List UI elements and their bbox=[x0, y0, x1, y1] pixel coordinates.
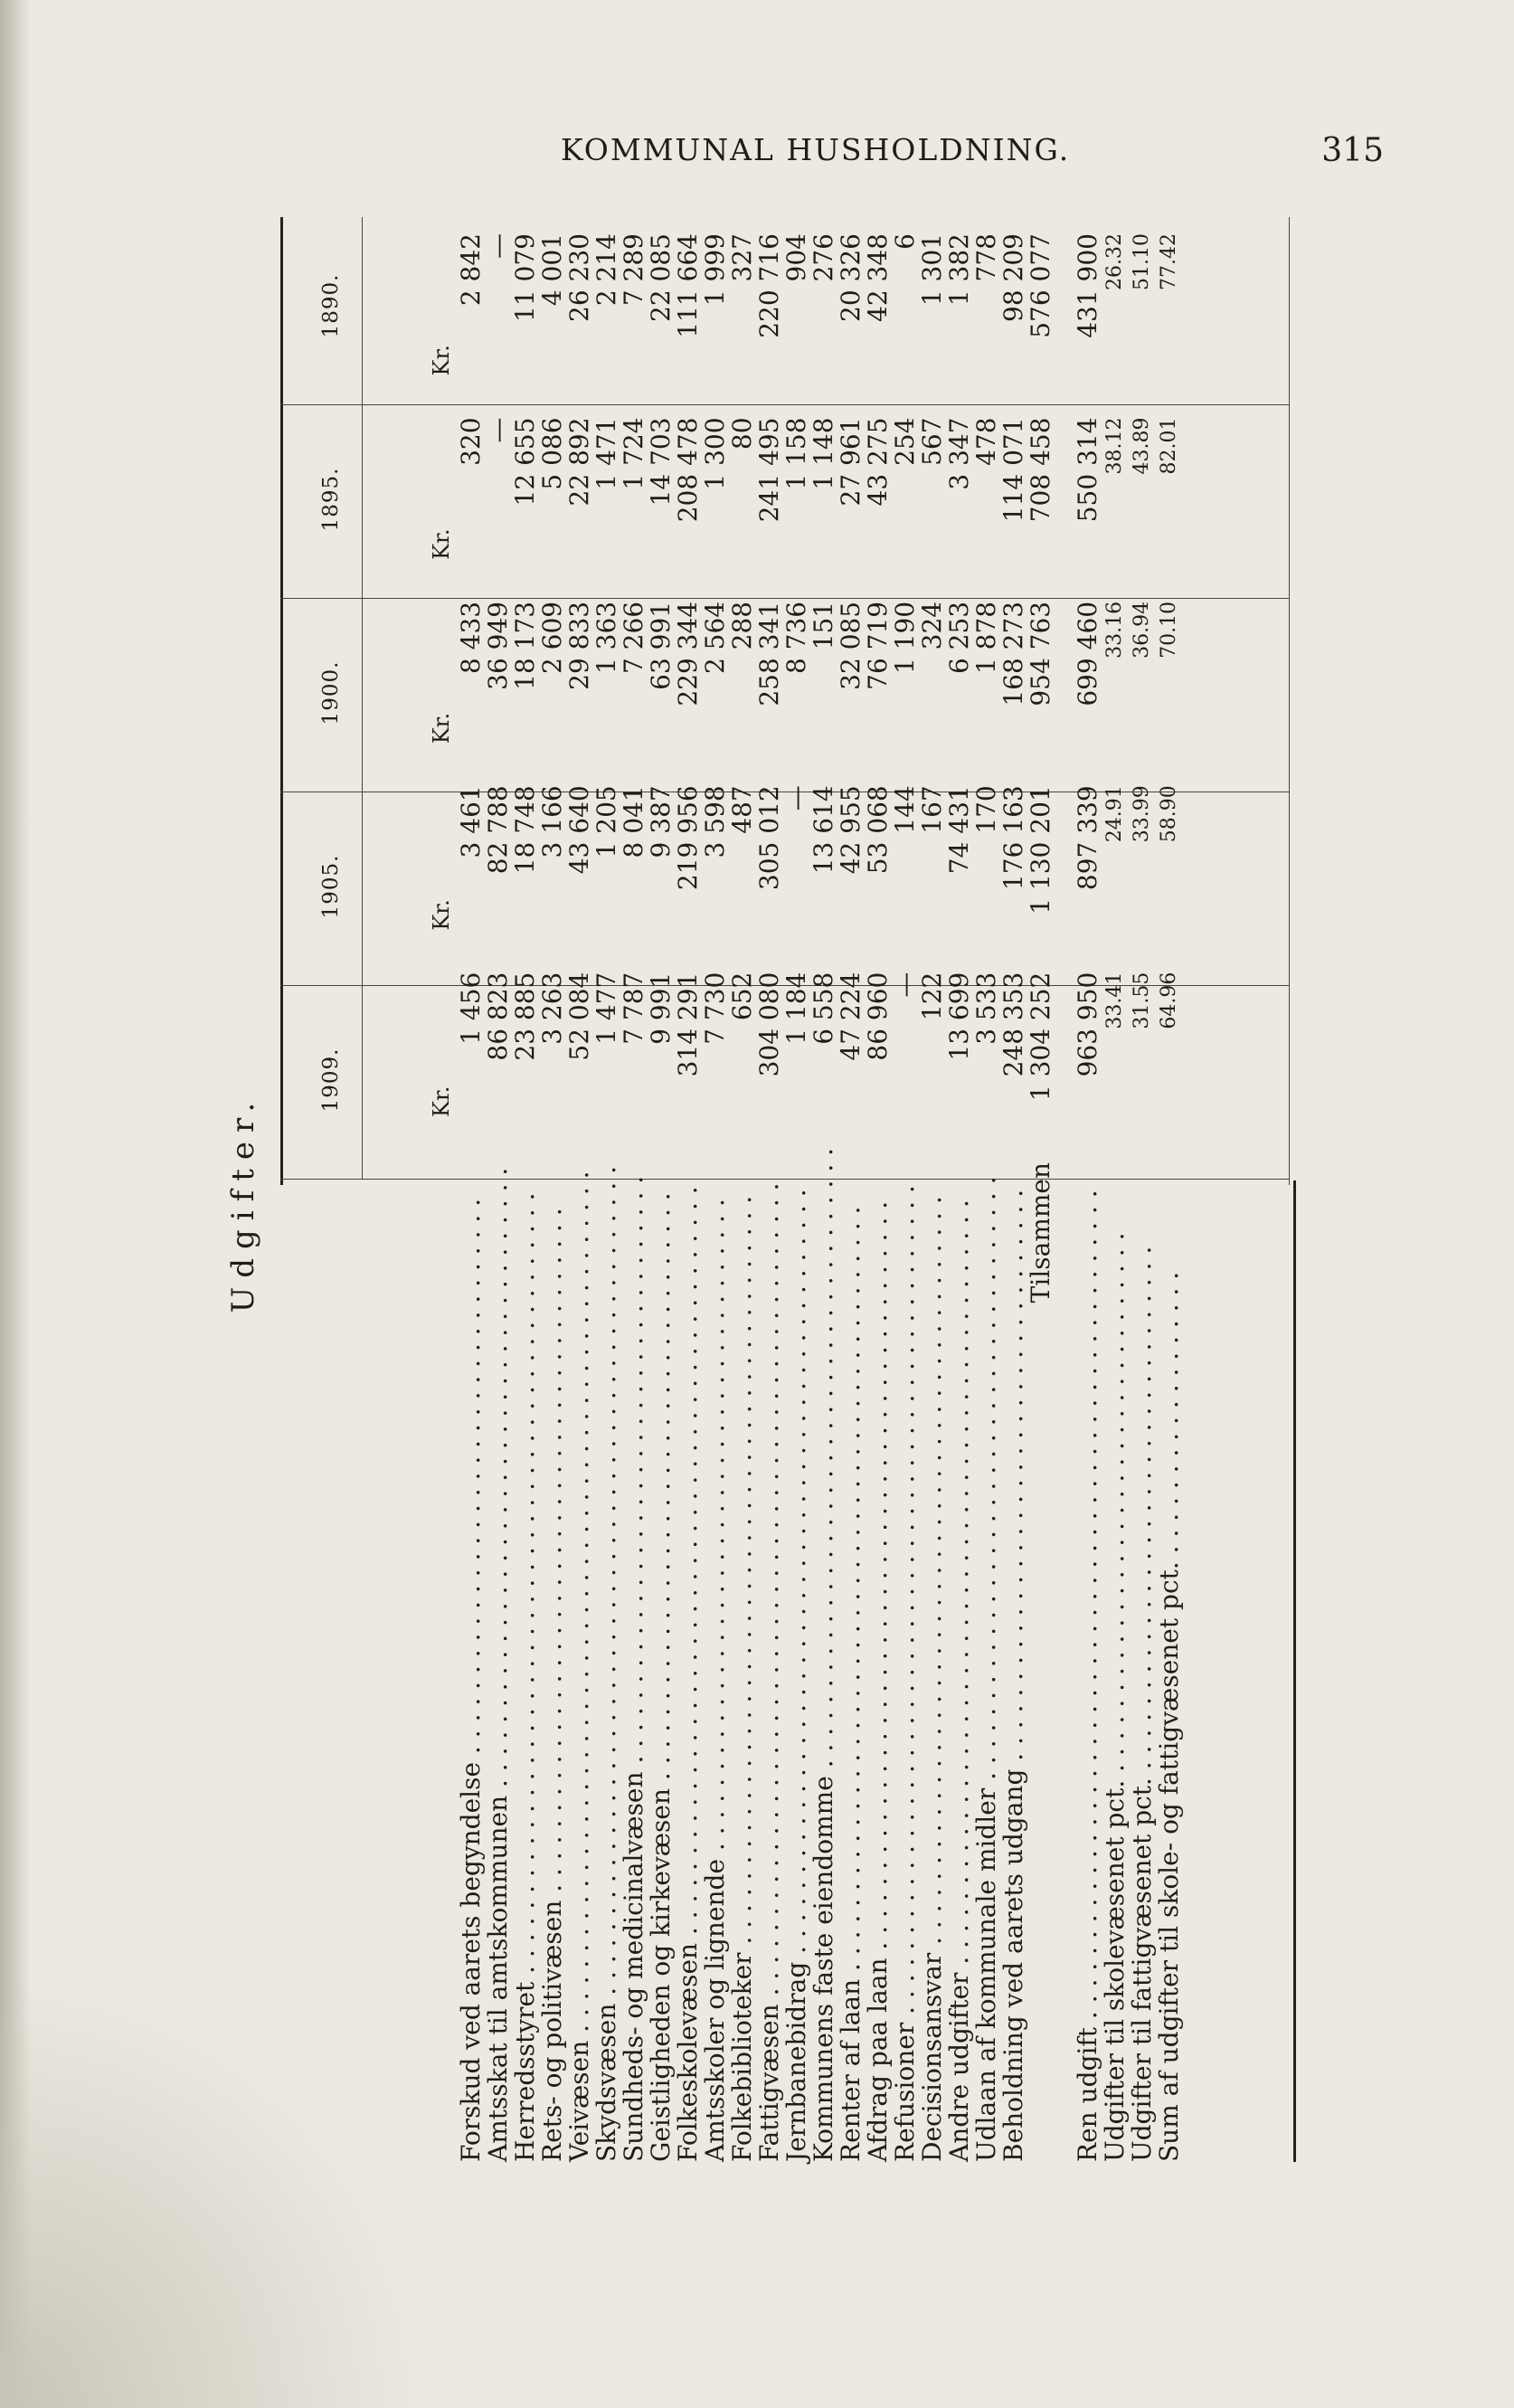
row-label: Fattigvæsen . . . . . . . . . . . . . . . . . . . . . . . . . . . . . . . . . . . . . . . . . . . . . . . . . . . bbox=[754, 1182, 784, 2162]
row-label: Amtsskat til amtskommunen . . . . . . . . . . . . . . . . . . . . . . . . . . . . . . . . . . . . . . . bbox=[483, 1167, 513, 2162]
row-label-cell bbox=[810, 1142, 837, 2162]
value-cell: 3 533 bbox=[971, 972, 1001, 1045]
row-label: Skydsvæsen . . . . . . . . . . . . . . . . . . . . . . . . . . . . . . . . . . . . . . . . . . . . . . . . . . . . bbox=[591, 1165, 621, 2162]
value-cell: — bbox=[781, 785, 811, 811]
value-cell: 170 bbox=[971, 785, 1001, 834]
value-cell: 43 275 bbox=[863, 417, 893, 507]
value-cell: 1 456 bbox=[456, 972, 486, 1045]
value-cell: 38.12 bbox=[1103, 417, 1126, 475]
value-cell: 1 158 bbox=[781, 417, 811, 490]
row-label: Refusioner . . . . . . . . . . . . . . . . . . . . . . . . . . . . . . . . . . . . . . . . . . . . . . . . . . . . bbox=[890, 1185, 920, 2162]
value-cell: 82.01 bbox=[1158, 417, 1180, 475]
table-row bbox=[837, 217, 865, 2162]
row-label-cell bbox=[729, 1142, 756, 2162]
running-title: KOMMUNAL HUSHOLDNING. bbox=[561, 132, 1071, 167]
table-row bbox=[1000, 217, 1027, 2162]
value-cell: 314 291 bbox=[673, 972, 703, 1077]
row-label-cell bbox=[702, 1142, 729, 2162]
row-label: Udgifter til fattigvæsenet pct. . . . . . . . . . . . . . . . . . . . . . . . . . . . . . . . . . bbox=[1127, 1246, 1157, 2162]
value-cell: 567 bbox=[917, 417, 947, 466]
value-cell: 76 719 bbox=[863, 601, 893, 690]
value-cell: 86 823 bbox=[483, 972, 513, 1061]
summary-row bbox=[1129, 217, 1156, 2162]
row-label-cell bbox=[458, 1142, 485, 2162]
value-cell: 3 263 bbox=[537, 972, 567, 1045]
value-cell: 304 080 bbox=[754, 972, 784, 1077]
value-cell: 1 301 bbox=[917, 233, 947, 307]
value-cell: 42 955 bbox=[836, 785, 866, 875]
summary-row bbox=[1074, 217, 1102, 2162]
value-cell: 9 991 bbox=[646, 972, 676, 1045]
row-label-cell bbox=[973, 1142, 1000, 2162]
value-cell: 963 950 bbox=[1073, 972, 1102, 1077]
row-label-cell bbox=[783, 1142, 810, 2162]
value-cell: 36 949 bbox=[483, 601, 513, 690]
row-label: Sundheds- og medicinalvæsen . . . . . . . . . . . . . . . . . . . . . . . . . . . . . . . . . . . . . bbox=[619, 1175, 648, 2162]
table-row bbox=[946, 217, 973, 2162]
value-cell: 22 085 bbox=[646, 233, 676, 322]
row-label: Geistligheden og kirkevæsen . . . . . . . . . . . . . . . . . . . . . . . . . . . . . . . . . . . . . bbox=[646, 1192, 676, 2162]
value-cell: 114 071 bbox=[998, 417, 1028, 523]
value-cell: 254 bbox=[890, 417, 920, 466]
value-cell: 23 885 bbox=[510, 972, 540, 1061]
row-label-cell bbox=[1027, 1142, 1055, 2162]
data-table bbox=[425, 217, 1183, 2162]
year-header: 1900. bbox=[319, 660, 343, 725]
value-cell: 98 209 bbox=[998, 233, 1028, 322]
value-cell: — bbox=[483, 233, 513, 259]
value-cell: 111 664 bbox=[673, 233, 703, 338]
row-label: Andre udgifter . . . . . . . . . . . . . . . . . . . . . . . . . . . . . . . . . . . . . . . . . . . . . . . . bbox=[944, 1199, 974, 2162]
value-cell: 51.10 bbox=[1131, 233, 1153, 290]
row-label: Folkebiblioteker . . . . . . . . . . . . . . . . . . . . . . . . . . . . . . . . . . . . . . . . . . . . . . . bbox=[727, 1195, 757, 2162]
value-cell: 1 724 bbox=[619, 417, 648, 490]
value-cell: 478 bbox=[971, 417, 1001, 466]
row-label-cell bbox=[1129, 1142, 1156, 2162]
value-cell: 58.90 bbox=[1158, 785, 1180, 843]
value-cell: 70.10 bbox=[1158, 601, 1180, 659]
value-cell: 1 477 bbox=[591, 972, 621, 1045]
value-cell: 7 730 bbox=[700, 972, 730, 1045]
value-cell: 64.96 bbox=[1158, 972, 1180, 1029]
value-cell: 1 878 bbox=[971, 601, 1001, 675]
value-cell: 151 bbox=[809, 601, 838, 650]
value-cell: 1 130 201 bbox=[1026, 785, 1055, 915]
value-cell: 1 300 bbox=[700, 417, 730, 490]
value-cell: 53 068 bbox=[863, 785, 893, 875]
value-cell: 3 347 bbox=[944, 417, 974, 490]
value-cell: 305 012 bbox=[754, 785, 784, 891]
value-cell: 29 833 bbox=[564, 601, 594, 690]
row-label-cell bbox=[485, 1142, 512, 2162]
row-label: Afdrag paa laan . . . . . . . . . . . . . . . . . . . . . . . . . . . . . . . . . . . . . . . . . . . . . . . bbox=[863, 1200, 893, 2162]
value-cell: 26 230 bbox=[564, 233, 594, 322]
year-header: 1895. bbox=[319, 467, 343, 532]
currency-unit: Kr. bbox=[429, 528, 454, 560]
value-cell: 1 190 bbox=[890, 601, 920, 675]
table-row bbox=[620, 217, 648, 2162]
value-cell: 144 bbox=[890, 785, 920, 834]
table-row bbox=[512, 217, 539, 2162]
value-cell: 33.99 bbox=[1131, 785, 1153, 843]
table-top-rule bbox=[280, 217, 283, 1185]
value-cell: 8 736 bbox=[781, 601, 811, 675]
value-cell: 220 716 bbox=[754, 233, 784, 338]
value-cell: 32 085 bbox=[836, 601, 866, 690]
row-label: Veivæsen . . . . . . . . . . . . . . . . . . . . . . . . . . . . . . . . . . . . . . . . . . . . . . . . . . . . . . bbox=[564, 1171, 594, 2162]
value-cell: 26.32 bbox=[1103, 233, 1126, 290]
value-cell: 11 079 bbox=[510, 233, 540, 322]
currency-unit: Kr. bbox=[429, 1085, 454, 1117]
currency-unit: Kr. bbox=[429, 899, 454, 931]
spacer-row bbox=[1055, 217, 1074, 2162]
value-cell: 7 289 bbox=[619, 233, 648, 307]
value-cell: 904 bbox=[781, 233, 811, 282]
value-cell: 33.41 bbox=[1103, 972, 1126, 1029]
value-cell: 708 458 bbox=[1026, 417, 1055, 523]
value-cell: 431 900 bbox=[1073, 233, 1102, 338]
row-label-cell bbox=[675, 1142, 702, 2162]
value-cell: 1 999 bbox=[700, 233, 730, 307]
spacer-cell bbox=[1055, 217, 1074, 2162]
row-label: Sum af udgifter til skole- og fattigvæsenet pct. . . . . . . . . . . . . . . . . . . bbox=[1154, 1271, 1184, 2162]
value-cell: 219 956 bbox=[673, 785, 703, 891]
row-label: Tilsammen bbox=[1026, 1161, 1055, 1304]
table-row bbox=[593, 217, 620, 2162]
value-cell: 229 344 bbox=[673, 601, 703, 706]
row-label: Beholdning ved aarets udgang . . . . . . . . . . . . . . . . . . . . . . . . . . . . . . . . . . . . bbox=[998, 1189, 1028, 2162]
value-cell: 33.16 bbox=[1103, 601, 1126, 659]
row-label-cell bbox=[620, 1142, 648, 2162]
value-cell: 82 788 bbox=[483, 785, 513, 875]
value-cell: 63 991 bbox=[646, 601, 676, 690]
value-cell: 248 353 bbox=[998, 972, 1028, 1077]
value-cell: 36.94 bbox=[1131, 601, 1153, 659]
value-cell: 12 655 bbox=[510, 417, 540, 507]
value-cell: 18 748 bbox=[510, 785, 540, 875]
table-row bbox=[756, 217, 783, 2162]
value-cell: 8 433 bbox=[456, 601, 486, 675]
row-label: Udlaan af kommunale midler . . . . . . . . . . . . . . . . . . . . . . . . . . . . . . . . . . . . . . bbox=[971, 1176, 1001, 2162]
value-cell: 487 bbox=[727, 785, 757, 834]
total-row bbox=[1027, 217, 1055, 2162]
value-cell: 3 461 bbox=[456, 785, 486, 858]
table-row bbox=[783, 217, 810, 2162]
value-cell: 897 339 bbox=[1073, 785, 1102, 891]
value-cell: 6 558 bbox=[809, 972, 838, 1045]
row-label-cell bbox=[512, 1142, 539, 2162]
value-cell: 13 614 bbox=[809, 785, 838, 875]
value-cell: 3 598 bbox=[700, 785, 730, 858]
table-row bbox=[539, 217, 566, 2162]
value-cell: 8 041 bbox=[619, 785, 648, 858]
row-label-cell bbox=[566, 1142, 593, 2162]
row-label: Folkeskolevæsen . . . . . . . . . . . . . . . . . . . . . . . . . . . . . . . . . . . . . . . . . . . . . . . bbox=[673, 1186, 703, 2162]
value-cell: 1 184 bbox=[781, 972, 811, 1045]
row-label-cell bbox=[892, 1142, 919, 2162]
value-cell: 2 214 bbox=[591, 233, 621, 307]
currency-unit: Kr. bbox=[429, 712, 454, 744]
value-cell: 954 763 bbox=[1026, 601, 1055, 706]
value-cell: 778 bbox=[971, 233, 1001, 282]
currency-row bbox=[425, 217, 458, 2162]
value-cell: 27 961 bbox=[836, 417, 866, 507]
value-cell: 1 363 bbox=[591, 601, 621, 675]
row-label-cell bbox=[946, 1142, 973, 2162]
row-label-cell bbox=[593, 1142, 620, 2162]
value-cell: 1 304 252 bbox=[1026, 972, 1055, 1102]
year-header: 1905. bbox=[319, 854, 343, 919]
value-cell: 550 314 bbox=[1073, 417, 1102, 523]
row-label: Kommunens faste eiendomme . . . . . . . . . . . . . . . . . . . . . . . . . . . . . . . . . . . . . . . bbox=[809, 1147, 838, 2162]
table-row bbox=[485, 217, 512, 2162]
row-label: Jernbanebidrag . . . . . . . . . . . . . . . . . . . . . . . . . . . . . . . . . . . . . . . . . . . . . . . . bbox=[781, 1189, 811, 2162]
value-cell: 13 699 bbox=[944, 972, 974, 1061]
row-label: Decisionsansvar . . . . . . . . . . . . . . . . . . . . . . . . . . . . . . . . . . . . . . . . . . . . . . . bbox=[917, 1196, 947, 2162]
value-cell: 2 609 bbox=[537, 601, 567, 675]
value-cell: 176 163 bbox=[998, 785, 1028, 891]
value-cell: 699 460 bbox=[1073, 601, 1102, 706]
page-number: 315 bbox=[1321, 132, 1384, 169]
table-row bbox=[566, 217, 593, 2162]
value-cell: 24.91 bbox=[1103, 785, 1126, 843]
row-label-cell bbox=[648, 1142, 675, 2162]
value-cell: 7 787 bbox=[619, 972, 648, 1045]
value-cell: 20 326 bbox=[836, 233, 866, 322]
year-header: 1909. bbox=[319, 1048, 343, 1113]
expenditure-table bbox=[222, 217, 1388, 2162]
currency-unit: Kr. bbox=[429, 345, 454, 376]
value-cell: 327 bbox=[727, 233, 757, 282]
value-cell: 52 084 bbox=[564, 972, 594, 1061]
value-cell: 4 001 bbox=[537, 233, 567, 307]
row-label-cell bbox=[756, 1142, 783, 2162]
row-label-cell bbox=[1074, 1142, 1102, 2162]
table-caption: Udgifter. bbox=[225, 1093, 261, 1313]
value-cell: — bbox=[890, 972, 920, 998]
value-cell: 320 bbox=[456, 417, 486, 466]
value-cell: 167 bbox=[917, 785, 947, 834]
value-cell: 1 148 bbox=[809, 417, 838, 490]
summary-row bbox=[1102, 217, 1129, 2162]
table-row bbox=[865, 217, 892, 2162]
value-cell: 2 842 bbox=[456, 233, 486, 307]
value-cell: 1 471 bbox=[591, 417, 621, 490]
value-cell: 5 086 bbox=[537, 417, 567, 490]
value-cell: 43.89 bbox=[1131, 417, 1153, 475]
value-cell: 31.55 bbox=[1131, 972, 1153, 1029]
value-cell: 241 495 bbox=[754, 417, 784, 523]
row-label: Herredsstyret . . . . . . . . . . . . . . . . . . . . . . . . . . . . . . . . . . . . . . . . . . . . . . . . . bbox=[510, 1192, 540, 2162]
value-cell: 18 173 bbox=[510, 601, 540, 690]
table-row bbox=[810, 217, 837, 2162]
value-cell: 77.42 bbox=[1158, 233, 1180, 290]
table-row bbox=[919, 217, 946, 2162]
value-cell: 288 bbox=[727, 601, 757, 650]
row-label-cell bbox=[539, 1142, 566, 2162]
row-label-cell bbox=[1102, 1142, 1129, 2162]
value-cell: 7 266 bbox=[619, 601, 648, 675]
value-cell: 122 bbox=[917, 972, 947, 1021]
table-row bbox=[458, 217, 485, 2162]
stub-column-rule bbox=[1293, 1180, 1296, 2162]
value-cell: 80 bbox=[727, 417, 757, 450]
header-rule bbox=[362, 217, 363, 1180]
value-cell: 324 bbox=[917, 601, 947, 650]
value-cell: 276 bbox=[809, 233, 838, 282]
table-row bbox=[892, 217, 919, 2162]
row-label: Renter af laan . . . . . . . . . . . . . . . . . . . . . . . . . . . . . . . . . . . . . . . . . . . . . . . . bbox=[836, 1206, 866, 2162]
table-row bbox=[702, 217, 729, 2162]
table-row bbox=[973, 217, 1000, 2162]
row-label-cell bbox=[865, 1142, 892, 2162]
value-cell: 86 960 bbox=[863, 972, 893, 1061]
value-cell: 1 382 bbox=[944, 233, 974, 307]
value-cell: 42 348 bbox=[863, 233, 893, 322]
table-row bbox=[648, 217, 675, 2162]
value-cell: 74 431 bbox=[944, 785, 974, 875]
value-cell: — bbox=[483, 417, 513, 443]
value-cell: 2 564 bbox=[700, 601, 730, 675]
row-label: Rets- og politivæsen . . . . . . . . . . . . . . . . . . . . . . . . . . . . . . . . . . . . . . . . . . . bbox=[537, 1208, 567, 2162]
value-cell: 6 bbox=[890, 233, 920, 250]
row-label-cell bbox=[1156, 1142, 1183, 2162]
value-cell: 3 166 bbox=[537, 785, 567, 858]
table-bottom-rule bbox=[1289, 217, 1290, 1185]
row-label: Ren udgift . . . . . . . . . . . . . . . . . . . . . . . . . . . . . . . . . . . . . . . . . . . . . . . . . . . . bbox=[1073, 1190, 1102, 2162]
value-cell: 208 478 bbox=[673, 417, 703, 523]
year-header: 1890. bbox=[319, 273, 343, 338]
table-row bbox=[729, 217, 756, 2162]
summary-row bbox=[1156, 217, 1183, 2162]
table-row bbox=[675, 217, 702, 2162]
value-cell: 6 253 bbox=[944, 601, 974, 675]
page-header bbox=[561, 132, 1384, 169]
value-cell: 576 077 bbox=[1026, 233, 1055, 338]
row-label-cell bbox=[837, 1142, 865, 2162]
row-label-cell bbox=[1000, 1142, 1027, 2162]
stub-cell bbox=[425, 1142, 458, 2162]
value-cell: 1 205 bbox=[591, 785, 621, 858]
value-cell: 9 387 bbox=[646, 785, 676, 858]
row-label: Udgifter til skolevæsenet pct. . . . . . . . . . . . . . . . . . . . . . . . . . . . . . . . . . . bbox=[1100, 1232, 1130, 2162]
value-cell: 168 273 bbox=[998, 601, 1028, 706]
value-cell: 652 bbox=[727, 972, 757, 1021]
row-label-cell bbox=[919, 1142, 946, 2162]
value-cell: 47 224 bbox=[836, 972, 866, 1061]
row-label: Forskud ved aarets begyndelse . . . . . . . . . . . . . . . . . . . . . . . . . . . . . . . . . . . bbox=[456, 1198, 486, 2162]
value-cell: 43 640 bbox=[564, 785, 594, 875]
value-cell: 22 892 bbox=[564, 417, 594, 507]
value-cell: 14 703 bbox=[646, 417, 676, 507]
row-label: Amtsskoler og lignende . . . . . . . . . . . . . . . . . . . . . . . . . . . . . . . . . . . . . . . . . bbox=[700, 1199, 730, 2162]
value-cell: 258 341 bbox=[754, 601, 784, 706]
